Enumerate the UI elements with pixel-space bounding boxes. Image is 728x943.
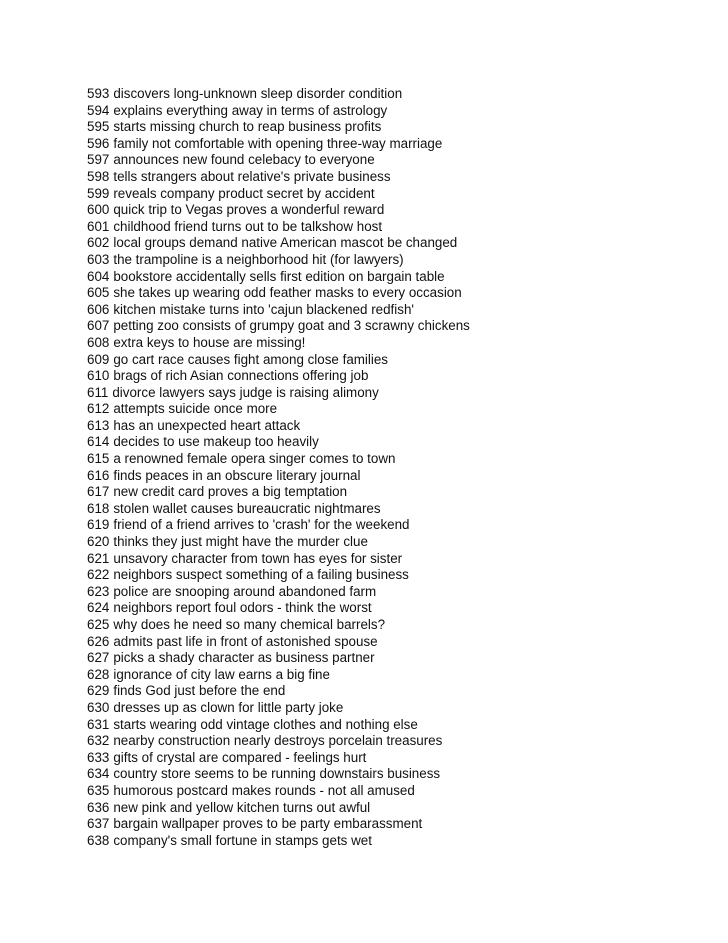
list-item bbox=[87, 368, 470, 385]
item-text: company's small fortune in stamps gets wet bbox=[113, 832, 372, 848]
item-number: 599 bbox=[87, 185, 110, 201]
item-number: 597 bbox=[87, 152, 110, 168]
item-number: 595 bbox=[87, 119, 110, 135]
item-number: 596 bbox=[87, 135, 110, 151]
list-item bbox=[87, 418, 470, 435]
list-item bbox=[87, 700, 470, 717]
item-number: 605 bbox=[87, 285, 110, 301]
list-item bbox=[87, 285, 470, 302]
item-number: 609 bbox=[87, 351, 110, 367]
item-text: attempts suicide once more bbox=[113, 401, 278, 417]
item-number: 606 bbox=[87, 301, 110, 317]
list-item bbox=[87, 517, 470, 534]
item-text: bargain wallpaper proves to be party embarassment bbox=[113, 816, 423, 832]
list-item bbox=[87, 302, 470, 319]
item-text: starts wearing odd vintage clothes and nothing else bbox=[113, 716, 418, 732]
item-text: tells strangers about relative's private business bbox=[113, 168, 391, 184]
item-text: finds God just before the end bbox=[113, 683, 286, 699]
item-text: ignorance of city law earns a big fine bbox=[113, 666, 330, 682]
item-number: 627 bbox=[87, 650, 110, 666]
item-number: 619 bbox=[87, 517, 110, 533]
list-item bbox=[87, 219, 470, 236]
item-number: 603 bbox=[87, 251, 110, 267]
item-text: why does he need so many chemical barrels? bbox=[113, 617, 386, 632]
item-number: 607 bbox=[87, 318, 110, 334]
item-text: quick trip to Vegas proves a wonderful reward bbox=[113, 202, 385, 218]
item-text: she takes up wearing odd feather masks to every occasion bbox=[113, 285, 462, 301]
list-item bbox=[87, 86, 470, 103]
item-text: nearby construction nearly destroys porcelain treasures bbox=[113, 733, 443, 749]
item-number: 638 bbox=[87, 832, 110, 848]
item-number: 618 bbox=[87, 500, 110, 516]
item-number: 629 bbox=[87, 683, 110, 699]
list-item bbox=[87, 634, 470, 651]
list-item bbox=[87, 833, 470, 850]
item-text: gifts of crystal are compared - feelings hurt bbox=[113, 749, 367, 765]
list-item bbox=[87, 683, 470, 700]
item-number: 613 bbox=[87, 417, 110, 433]
item-number: 610 bbox=[87, 368, 110, 384]
list-item bbox=[87, 750, 470, 767]
item-number: 601 bbox=[87, 218, 110, 234]
item-number: 593 bbox=[87, 86, 110, 101]
item-number: 624 bbox=[87, 600, 110, 616]
item-number: 622 bbox=[87, 567, 110, 583]
item-number: 600 bbox=[87, 202, 110, 218]
list-item bbox=[87, 335, 470, 352]
list-item bbox=[87, 136, 470, 153]
item-text: kitchen mistake turns into 'cajun blackened redfish' bbox=[113, 301, 414, 317]
list-item bbox=[87, 451, 470, 468]
list-item bbox=[87, 733, 470, 750]
item-text: friend of a friend arrives to 'crash' for the weekend bbox=[113, 517, 410, 533]
list-item bbox=[87, 352, 470, 369]
list-item bbox=[87, 318, 470, 335]
item-number: 614 bbox=[87, 434, 110, 450]
item-number: 611 bbox=[87, 384, 109, 400]
item-text: decides to use makeup too heavily bbox=[113, 434, 319, 450]
item-text: picks a shady character as business partner bbox=[113, 650, 375, 666]
list-item bbox=[87, 617, 470, 634]
item-number: 634 bbox=[87, 766, 110, 782]
item-text: neighbors suspect something of a failing business bbox=[113, 567, 409, 583]
item-text: admits past life in front of astonished spouse bbox=[113, 633, 378, 649]
item-text: a renowned female opera singer comes to town bbox=[113, 451, 396, 467]
item-text: humorous postcard makes rounds - not all amused bbox=[113, 782, 415, 798]
list-item bbox=[87, 600, 470, 617]
item-number: 612 bbox=[87, 401, 110, 417]
list-item bbox=[87, 401, 470, 418]
item-number: 625 bbox=[87, 617, 110, 632]
item-text: reveals company product secret by accident bbox=[113, 185, 375, 201]
item-number: 631 bbox=[87, 716, 110, 732]
item-text: has an unexpected heart attack bbox=[113, 417, 301, 433]
item-text: extra keys to house are missing! bbox=[113, 334, 306, 350]
item-number: 617 bbox=[87, 484, 110, 500]
numbered-list bbox=[87, 86, 470, 849]
list-item bbox=[87, 385, 470, 402]
item-text: local groups demand native American mascot be changed bbox=[113, 235, 458, 251]
item-number: 594 bbox=[87, 102, 110, 118]
list-item bbox=[87, 534, 470, 551]
list-item bbox=[87, 717, 470, 734]
list-item bbox=[87, 186, 470, 203]
list-item bbox=[87, 667, 470, 684]
list-item bbox=[87, 434, 470, 451]
item-number: 632 bbox=[87, 733, 110, 749]
list-item bbox=[87, 103, 470, 120]
list-item bbox=[87, 468, 470, 485]
item-number: 623 bbox=[87, 583, 110, 599]
item-text: explains everything away in terms of astrology bbox=[113, 102, 388, 118]
item-number: 633 bbox=[87, 749, 110, 765]
list-item bbox=[87, 816, 470, 833]
item-text: discovers long-unknown sleep disorder condition bbox=[113, 86, 403, 101]
item-text: petting zoo consists of grumpy goat and 3 scrawny chickens bbox=[113, 318, 470, 334]
item-text: family not comfortable with opening three-way marriage bbox=[113, 135, 443, 151]
list-item bbox=[87, 567, 470, 584]
item-text: the trampoline is a neighborhood hit (for lawyers) bbox=[113, 251, 404, 267]
item-number: 616 bbox=[87, 467, 110, 483]
list-item bbox=[87, 152, 470, 169]
item-number: 635 bbox=[87, 782, 110, 798]
item-text: divorce lawyers says judge is raising alimony bbox=[112, 384, 379, 400]
list-item bbox=[87, 252, 470, 269]
list-item bbox=[87, 484, 470, 501]
item-text: starts missing church to reap business profits bbox=[113, 119, 382, 135]
item-text: childhood friend turns out to be talkshow host bbox=[113, 218, 383, 234]
list-item bbox=[87, 501, 470, 518]
item-text: country store seems to be running downstairs business bbox=[113, 766, 441, 782]
item-number: 626 bbox=[87, 633, 110, 649]
list-item bbox=[87, 766, 470, 783]
list-item bbox=[87, 235, 470, 252]
list-item bbox=[87, 269, 470, 286]
item-text: unsavory character from town has eyes for sister bbox=[113, 550, 403, 566]
item-text: go cart race causes fight among close families bbox=[113, 351, 388, 367]
list-item bbox=[87, 783, 470, 800]
list-item bbox=[87, 584, 470, 601]
list-item bbox=[87, 800, 470, 817]
item-text: thinks they just might have the murder clue bbox=[113, 534, 368, 550]
item-text: bookstore accidentally sells first edition on bargain table bbox=[113, 268, 445, 284]
item-text: new credit card proves a big temptation bbox=[113, 484, 348, 500]
item-text: announces new found celebacy to everyone bbox=[113, 152, 375, 168]
item-text: new pink and yellow kitchen turns out awful bbox=[113, 799, 371, 815]
item-number: 636 bbox=[87, 799, 110, 815]
item-number: 602 bbox=[87, 235, 110, 251]
item-number: 620 bbox=[87, 534, 110, 550]
item-number: 637 bbox=[87, 816, 110, 832]
item-number: 615 bbox=[87, 451, 110, 467]
item-text: finds peaces in an obscure literary journal bbox=[113, 467, 361, 483]
list-item bbox=[87, 551, 470, 568]
item-number: 608 bbox=[87, 334, 110, 350]
list-item bbox=[87, 119, 470, 136]
item-number: 604 bbox=[87, 268, 110, 284]
item-text: police are snooping around abandoned farm bbox=[113, 583, 377, 599]
item-text: neighbors report foul odors - think the worst bbox=[113, 600, 372, 616]
item-number: 598 bbox=[87, 168, 110, 184]
item-text: brags of rich Asian connections offering job bbox=[113, 368, 369, 384]
list-item bbox=[87, 202, 470, 219]
item-text: stolen wallet causes bureaucratic nightmares bbox=[113, 500, 381, 516]
item-text: dresses up as clown for little party joke bbox=[113, 699, 344, 715]
list-item bbox=[87, 169, 470, 186]
item-number: 628 bbox=[87, 666, 110, 682]
item-number: 621 bbox=[87, 550, 110, 566]
list-item bbox=[87, 650, 470, 667]
item-number: 630 bbox=[87, 699, 110, 715]
